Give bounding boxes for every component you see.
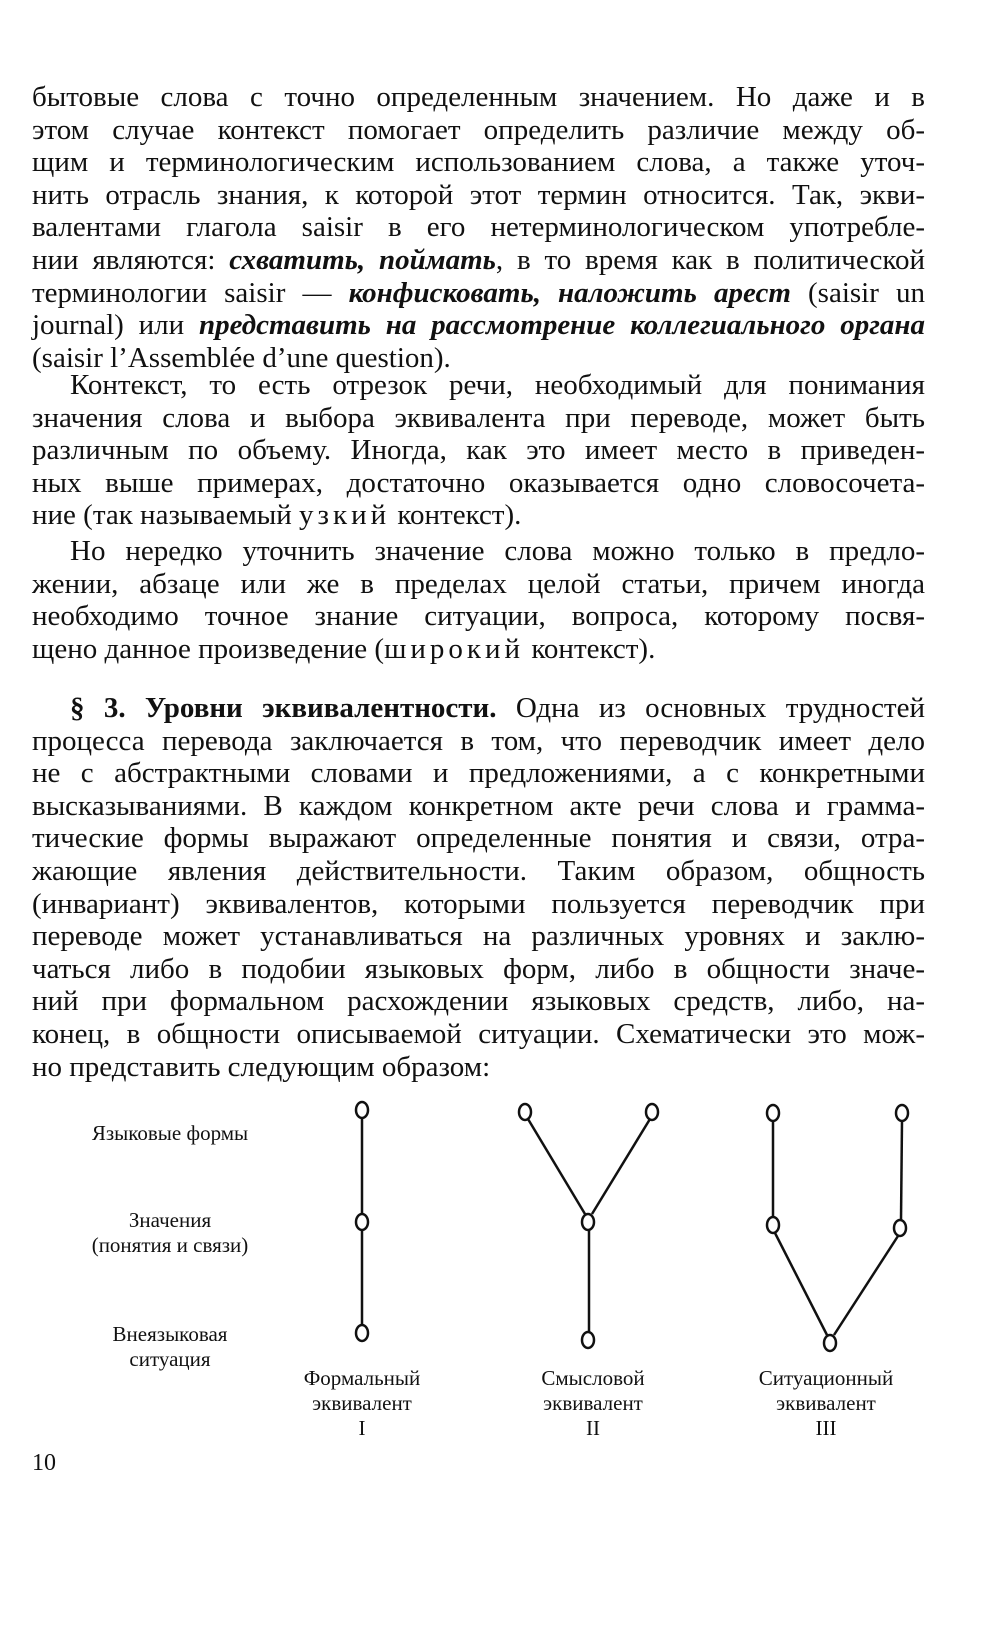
text-span: Одна из основных трудностей — [496, 692, 926, 724]
type-caption-formal — [262, 1366, 462, 1441]
level-label-meanings-line2: (понятия и связи) — [91, 1233, 249, 1257]
text-span: чаться либо в подобии языковых форм, либо в общности значе- — [32, 952, 925, 985]
text-span: контекст). — [390, 499, 522, 532]
text-span: нии являются: — [32, 243, 230, 276]
text-span: этом случае контекст помогает определить различие между об- — [32, 113, 925, 146]
text-span: контекст). — [524, 632, 656, 665]
node — [767, 1105, 779, 1121]
type-number: II — [586, 1416, 600, 1440]
level-label-situation-line1: Внеязыковая — [112, 1322, 228, 1346]
text-span: различным по объему. Иногда, как это имеет место в приведен- — [32, 434, 925, 467]
text-span: переводе может устанавливаться на различных уровнях и заклю- — [32, 920, 925, 953]
text-span: Контекст, то есть отрезок речи, необходимый для понимания — [70, 369, 925, 401]
node — [582, 1214, 594, 1230]
text-span: (saisir un — [790, 276, 926, 309]
node — [582, 1332, 594, 1348]
text-span: щено данное произведение ( — [32, 632, 385, 665]
text-span: жении, абзаце или же в пределах целой статьи, причем иногда — [32, 567, 925, 600]
type-name: Ситуационный — [758, 1366, 894, 1390]
text-span: валентами глагола saisir в его нетерминологическом употребле- — [32, 211, 925, 244]
text-span: Но нередко уточнить значение слова можно только в предло- — [70, 535, 925, 567]
text-span: терминологии saisir — — [32, 276, 349, 309]
edge — [775, 1233, 827, 1335]
node — [356, 1102, 368, 1118]
node — [896, 1105, 908, 1121]
edge — [834, 1236, 898, 1335]
type-caption-situational — [726, 1366, 926, 1441]
emphasis: представить на рассмотрение коллегиального органа — [198, 309, 925, 342]
text-span: значения слова и выбора эквивалента при переводе, может быть — [32, 401, 925, 434]
level-label-situation — [60, 1322, 280, 1372]
level-label-meanings-line1: Значения — [128, 1208, 212, 1232]
type-name: Смысловой — [541, 1366, 645, 1390]
text-span: процесса перевода заключается в том, что переводчик имеет дело — [32, 724, 925, 757]
node — [519, 1104, 531, 1120]
node — [824, 1335, 836, 1351]
type-number: I — [358, 1416, 366, 1440]
level-label-situation-line2: ситуация — [129, 1347, 211, 1371]
node — [356, 1325, 368, 1341]
type-number: III — [815, 1416, 837, 1440]
emphasis: схватить, поймать — [229, 243, 496, 276]
text-span: journal) или — [32, 309, 199, 342]
text-span: , в то время как в политической — [495, 243, 925, 276]
emphasis: конфисковать, наложить арест — [348, 276, 791, 309]
node — [646, 1104, 658, 1120]
text-span: бытовые слова с точно определенным значением. Но даже и в — [32, 81, 925, 113]
text-span: не с абстрактными словами и предложениями, а с конкретными — [32, 757, 925, 790]
text-span: конец, в общности описываемой ситуации. Схематически это мож- — [32, 1017, 925, 1050]
emphasis: широкий — [384, 632, 525, 665]
node — [356, 1214, 368, 1230]
section-heading: § 3. Уровни эквивалентности. — [70, 692, 497, 724]
type-sub: эквивалент — [312, 1391, 412, 1415]
text-span: жающие явления действительности. Таким образом, общность — [32, 854, 925, 887]
page-number: 10 — [32, 1450, 56, 1476]
text-span: необходимо точное знание ситуации, вопроса, которому посвя- — [32, 600, 925, 633]
text-span: ний при формальном расхождении языковых средств, либо, на- — [32, 985, 925, 1018]
text-span: высказываниями. В каждом конкретном акте речи слова и грамма- — [32, 789, 925, 822]
text-span: но представить следующим образом: — [32, 1050, 491, 1083]
node — [767, 1217, 779, 1233]
text-span: тические формы выражают определенные понятия и связи, отра- — [32, 822, 925, 855]
text-span: ных выше примерах, достаточно оказывается одно словосочета- — [32, 466, 925, 499]
level-label-forms: Языковые формы — [91, 1121, 249, 1145]
type-sub: эквивалент — [543, 1391, 643, 1415]
edge — [592, 1119, 650, 1214]
type-name: Формальный — [303, 1366, 421, 1390]
type-sub: эквивалент — [776, 1391, 876, 1415]
edge — [901, 1121, 902, 1220]
level-label-meanings — [60, 1208, 280, 1258]
text-span: щим и терминологическим использованием слова, а также уточ- — [32, 146, 925, 179]
emphasis: узкий — [299, 499, 391, 532]
type-caption-semantic — [493, 1366, 693, 1441]
text-span: нить отрасль знания, к которой этот термин относится. Так, экви- — [32, 178, 925, 211]
text-span: (инвариант) эквивалентов, которыми пользуется переводчик при — [32, 887, 925, 920]
edge — [528, 1119, 585, 1214]
text-span: (saisir l’Assemblée d’une question). — [32, 341, 451, 374]
text-span: ние (так называемый — [32, 499, 300, 532]
node — [894, 1220, 906, 1236]
